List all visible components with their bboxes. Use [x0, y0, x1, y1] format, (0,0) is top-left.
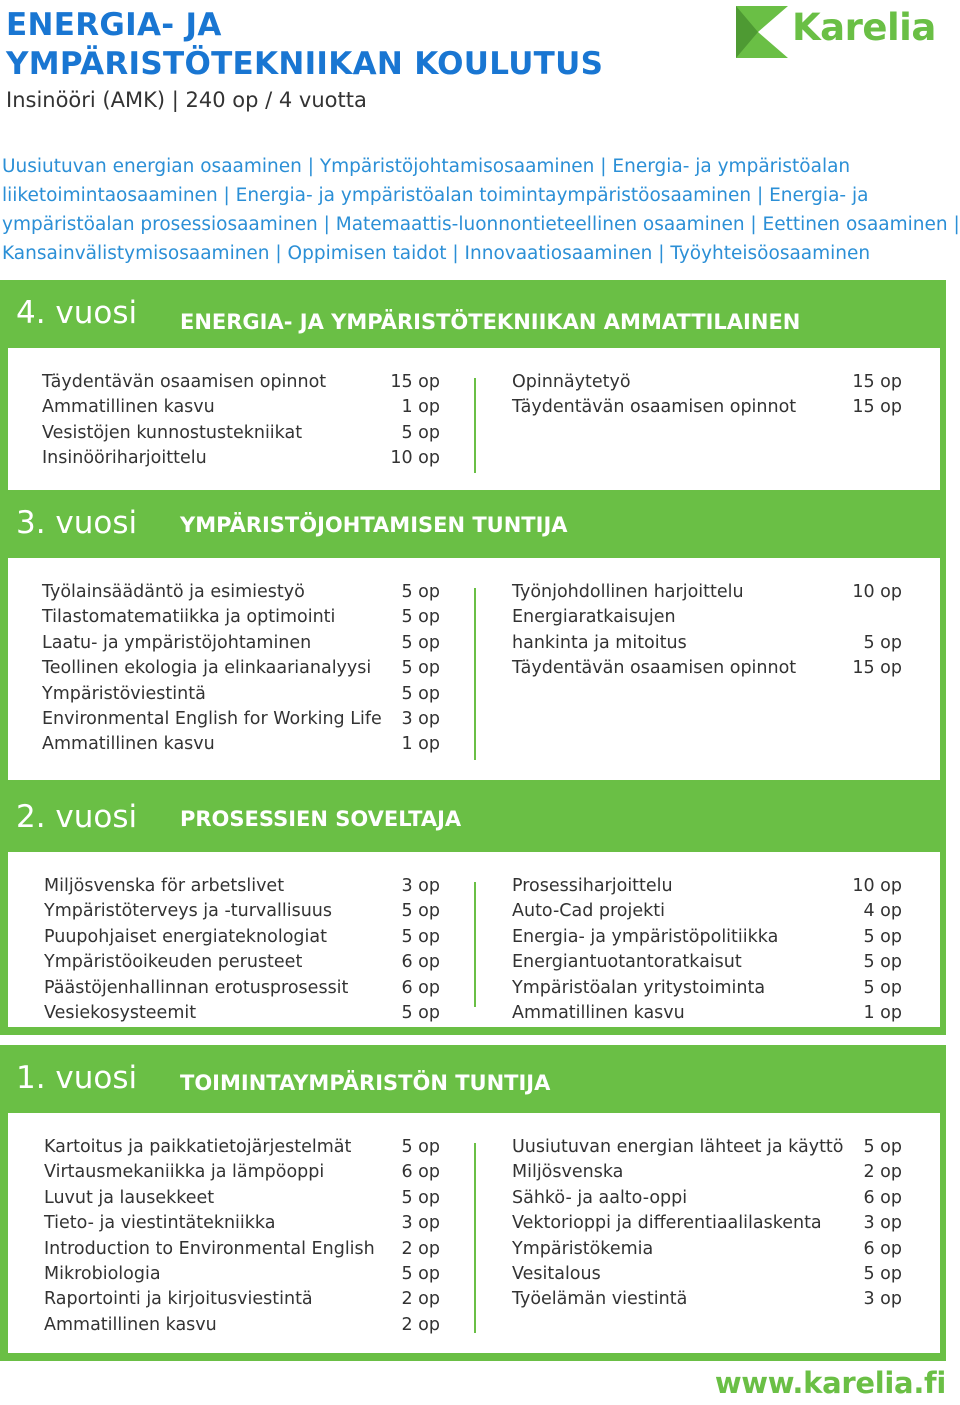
course-column-left	[42, 580, 440, 758]
course-row	[512, 874, 902, 899]
course-row	[44, 899, 440, 924]
course-name: Insinööriharjoittelu	[42, 448, 207, 469]
course-name: Virtausmekaniikka ja lämpöoppi	[44, 1162, 325, 1183]
course-name: Energiaratkaisujen	[512, 607, 676, 628]
course-row	[512, 395, 902, 420]
course-credits: 5 op	[863, 1137, 902, 1157]
title-line-1: ENERGIA- JA	[6, 7, 222, 43]
course-name: Täydentävän osaamisen opinnot	[512, 397, 797, 418]
course-name: Raportointi ja kirjoitusviestintä	[44, 1289, 313, 1310]
column-divider	[474, 882, 476, 1007]
course-row	[512, 1135, 902, 1160]
column-divider	[474, 588, 476, 760]
year-section	[0, 280, 946, 501]
course-row	[42, 395, 440, 420]
course-row	[42, 707, 440, 732]
course-row	[512, 605, 902, 630]
course-name: Opinnäytetyö	[512, 372, 631, 392]
course-credits: 1 op	[401, 397, 440, 418]
course-row	[44, 1135, 440, 1160]
course-name: Ympäristökemia	[512, 1238, 654, 1259]
course-column-left	[44, 1135, 440, 1338]
course-credits: 6 op	[863, 1238, 902, 1259]
course-row	[512, 1211, 902, 1236]
course-row	[512, 1237, 902, 1262]
course-credits: 3 op	[863, 1213, 902, 1234]
course-credits: 15 op	[390, 372, 440, 392]
course-name: Työlainsäädäntö ja esimiestyö	[42, 582, 305, 602]
course-row	[42, 631, 440, 656]
page-title	[6, 6, 603, 84]
course-row	[512, 631, 902, 656]
year-title: ENERGIA- JA YMPÄRISTÖTEKNIIKAN AMMATTILAINEN	[180, 310, 801, 334]
course-credits: 5 op	[401, 901, 440, 922]
course-credits: 5 op	[401, 582, 440, 602]
course-row	[42, 605, 440, 630]
website-url[interactable]: www.karelia.fi	[714, 1366, 946, 1400]
course-row	[44, 925, 440, 950]
course-name: Luvut ja lausekkeet	[44, 1187, 215, 1208]
course-credits: 5 op	[401, 1137, 440, 1157]
course-name: Kartoitus ja paikkatietojärjestelmät	[44, 1137, 352, 1157]
course-credits: 5 op	[401, 632, 440, 653]
course-name: Ympäristöoikeuden perusteet	[44, 952, 303, 973]
course-credits: 1 op	[401, 734, 440, 755]
year-title: TOIMINTAYMPÄRISTÖN TUNTIJA	[180, 1071, 551, 1095]
course-name: Ammatillinen kasvu	[42, 397, 215, 418]
course-row	[42, 580, 440, 605]
course-row	[42, 656, 440, 681]
course-credits: 15 op	[852, 397, 902, 418]
course-credits: 6 op	[401, 952, 440, 973]
course-row	[512, 1186, 902, 1211]
year-section	[0, 490, 946, 788]
course-row	[44, 976, 440, 1001]
year-section	[0, 1045, 946, 1361]
course-credits: 3 op	[401, 1213, 440, 1234]
year-label: 3. vuosi	[4, 490, 140, 556]
course-name: Ammatillinen kasvu	[44, 1314, 217, 1335]
course-row	[512, 976, 902, 1001]
page-subtitle: Insinööri (AMK) | 240 op / 4 vuotta	[6, 88, 367, 112]
course-credits: 3 op	[863, 1289, 902, 1310]
course-row	[512, 370, 902, 395]
course-credits: 6 op	[863, 1187, 902, 1208]
karelia-k-icon	[736, 6, 788, 58]
course-name: Vesiekosysteemit	[44, 1003, 197, 1024]
course-credits: 10 op	[852, 582, 902, 602]
course-row	[512, 1001, 902, 1026]
course-name: Vektorioppi ja differentiaalilaskenta	[512, 1213, 822, 1234]
year-label: 2. vuosi	[4, 784, 140, 850]
course-row	[512, 1262, 902, 1287]
course-name: Mikrobiologia	[44, 1264, 161, 1285]
course-name: Auto-Cad projekti	[512, 901, 665, 922]
course-row	[42, 370, 440, 395]
course-name: Sähkö- ja aalto-oppi	[512, 1187, 688, 1208]
course-column-right	[512, 874, 902, 1026]
course-name: Työelämän viestintä	[512, 1289, 688, 1310]
course-row	[44, 1160, 440, 1185]
course-credits: 1 op	[863, 1003, 902, 1024]
course-credits: 5 op	[401, 683, 440, 704]
course-credits: 5 op	[863, 1264, 902, 1285]
course-name: Täydentävän osaamisen opinnot	[512, 658, 797, 679]
course-credits: 4 op	[863, 901, 902, 922]
course-row	[512, 899, 902, 924]
course-name: Ympäristöviestintä	[42, 683, 206, 704]
course-credits: 6 op	[401, 977, 440, 998]
course-column-left	[44, 874, 440, 1026]
course-name: hankinta ja mitoitus	[512, 632, 687, 653]
course-row	[44, 1186, 440, 1211]
course-row	[42, 682, 440, 707]
course-credits: 2 op	[401, 1314, 440, 1335]
course-credits: 5 op	[401, 1264, 440, 1285]
course-credits: 5 op	[401, 1003, 440, 1024]
course-row	[512, 1160, 902, 1185]
title-line-2: YMPÄRISTÖTEKNIIKAN KOULUTUS	[6, 46, 604, 82]
course-row	[44, 950, 440, 975]
year-course-panel	[8, 558, 940, 780]
course-credits: 5 op	[401, 1187, 440, 1208]
course-name: Päästöjenhallinnan erotusprosessit	[44, 977, 349, 998]
course-credits: 2 op	[401, 1238, 440, 1259]
course-name: Tieto- ja viestintätekniikka	[44, 1213, 276, 1234]
year-title: YMPÄRISTÖJOHTAMISEN TUNTIJA	[180, 513, 568, 537]
competences-list: Uusiutuvan energian osaaminen | Ympäristöjohtamisosaaminen | Energia- ja ympäristöalan liiketoimintaosaaminen | Energia- ja ympäristöalan toimintaympäristöosaaminen | Energia- ja ympäristöalan prosessiosaaminen | Matemaattis-luonnontieteellinen osaaminen | Eettinen osaaminen | Kansainvälistymisosaaminen | Oppimisen taidot | Innovaatiosaaminen | Työyhteisöosaaminen	[2, 156, 960, 264]
course-column-right	[512, 580, 902, 682]
course-row	[512, 1287, 902, 1312]
course-credits: 2 op	[401, 1289, 440, 1310]
course-name: Prosessiharjoittelu	[512, 876, 673, 896]
course-credits: 15 op	[852, 658, 902, 679]
year-label: 1. vuosi	[4, 1045, 140, 1111]
course-row	[44, 1262, 440, 1287]
course-row	[42, 446, 440, 471]
course-column-left	[42, 370, 440, 472]
course-credits: 5 op	[863, 632, 902, 653]
course-column-right	[512, 370, 902, 421]
course-credits: 6 op	[401, 1162, 440, 1183]
course-name: Uusiutuvan energian lähteet ja käyttö	[512, 1137, 844, 1157]
course-row	[42, 421, 440, 446]
course-name: Environmental English for Working Life	[42, 709, 382, 730]
course-row	[44, 874, 440, 899]
course-credits: 5 op	[401, 422, 440, 443]
year-course-panel	[8, 1113, 940, 1353]
course-credits: 5 op	[401, 926, 440, 947]
course-credits: 3 op	[401, 876, 440, 896]
course-name: Vesitalous	[512, 1264, 601, 1285]
course-credits: 15 op	[852, 372, 902, 392]
course-credits: 5 op	[863, 952, 902, 973]
column-divider	[474, 1143, 476, 1333]
course-name: Puupohjaiset energiateknologiat	[44, 926, 327, 947]
course-name: Miljösvenska för arbetslivet	[44, 876, 285, 896]
year-title: PROSESSIEN SOVELTAJA	[180, 807, 462, 831]
course-column-right	[512, 1135, 902, 1313]
course-credits: 3 op	[401, 709, 440, 730]
course-credits: 5 op	[401, 607, 440, 628]
course-row	[44, 1313, 440, 1338]
course-name: Tilastomatematiikka ja optimointi	[42, 607, 336, 628]
course-name: Vesistöjen kunnostustekniikat	[42, 422, 303, 443]
logo-wordmark: Karelia	[792, 6, 936, 49]
course-row	[512, 580, 902, 605]
course-credits: 2 op	[863, 1162, 902, 1183]
course-credits: 10 op	[390, 448, 440, 469]
course-row	[512, 925, 902, 950]
year-section	[0, 784, 946, 1035]
course-row	[44, 1211, 440, 1236]
course-row	[42, 732, 440, 757]
course-name: Miljösvenska	[512, 1162, 624, 1183]
course-name: Energia- ja ympäristöpolitiikka	[512, 926, 779, 947]
year-course-panel	[8, 348, 940, 493]
course-name: Teollinen ekologia ja elinkaarianalyysi	[42, 658, 372, 679]
course-row	[44, 1001, 440, 1026]
course-row	[512, 656, 902, 681]
course-credits: 5 op	[863, 926, 902, 947]
karelia-logo	[736, 4, 956, 58]
course-row	[44, 1287, 440, 1312]
course-name: Ammatillinen kasvu	[42, 734, 215, 755]
course-credits: 10 op	[852, 876, 902, 896]
course-row	[44, 1237, 440, 1262]
course-name: Työnjohdollinen harjoittelu	[512, 582, 744, 602]
course-row	[512, 950, 902, 975]
year-label: 4. vuosi	[4, 280, 140, 346]
course-name: Introduction to Environmental English	[44, 1238, 375, 1259]
course-name: Ammatillinen kasvu	[512, 1003, 685, 1024]
course-name: Täydentävän osaamisen opinnot	[42, 372, 327, 392]
column-divider	[474, 378, 476, 473]
year-course-panel	[8, 852, 940, 1027]
course-name: Energiantuotantoratkaisut	[512, 952, 742, 973]
course-name: Laatu- ja ympäristöjohtaminen	[42, 632, 312, 653]
course-credits: 5 op	[401, 658, 440, 679]
course-credits: 5 op	[863, 977, 902, 998]
course-name: Ympäristöterveys ja -turvallisuus	[44, 901, 332, 922]
course-name: Ympäristöalan yritystoiminta	[512, 977, 766, 998]
